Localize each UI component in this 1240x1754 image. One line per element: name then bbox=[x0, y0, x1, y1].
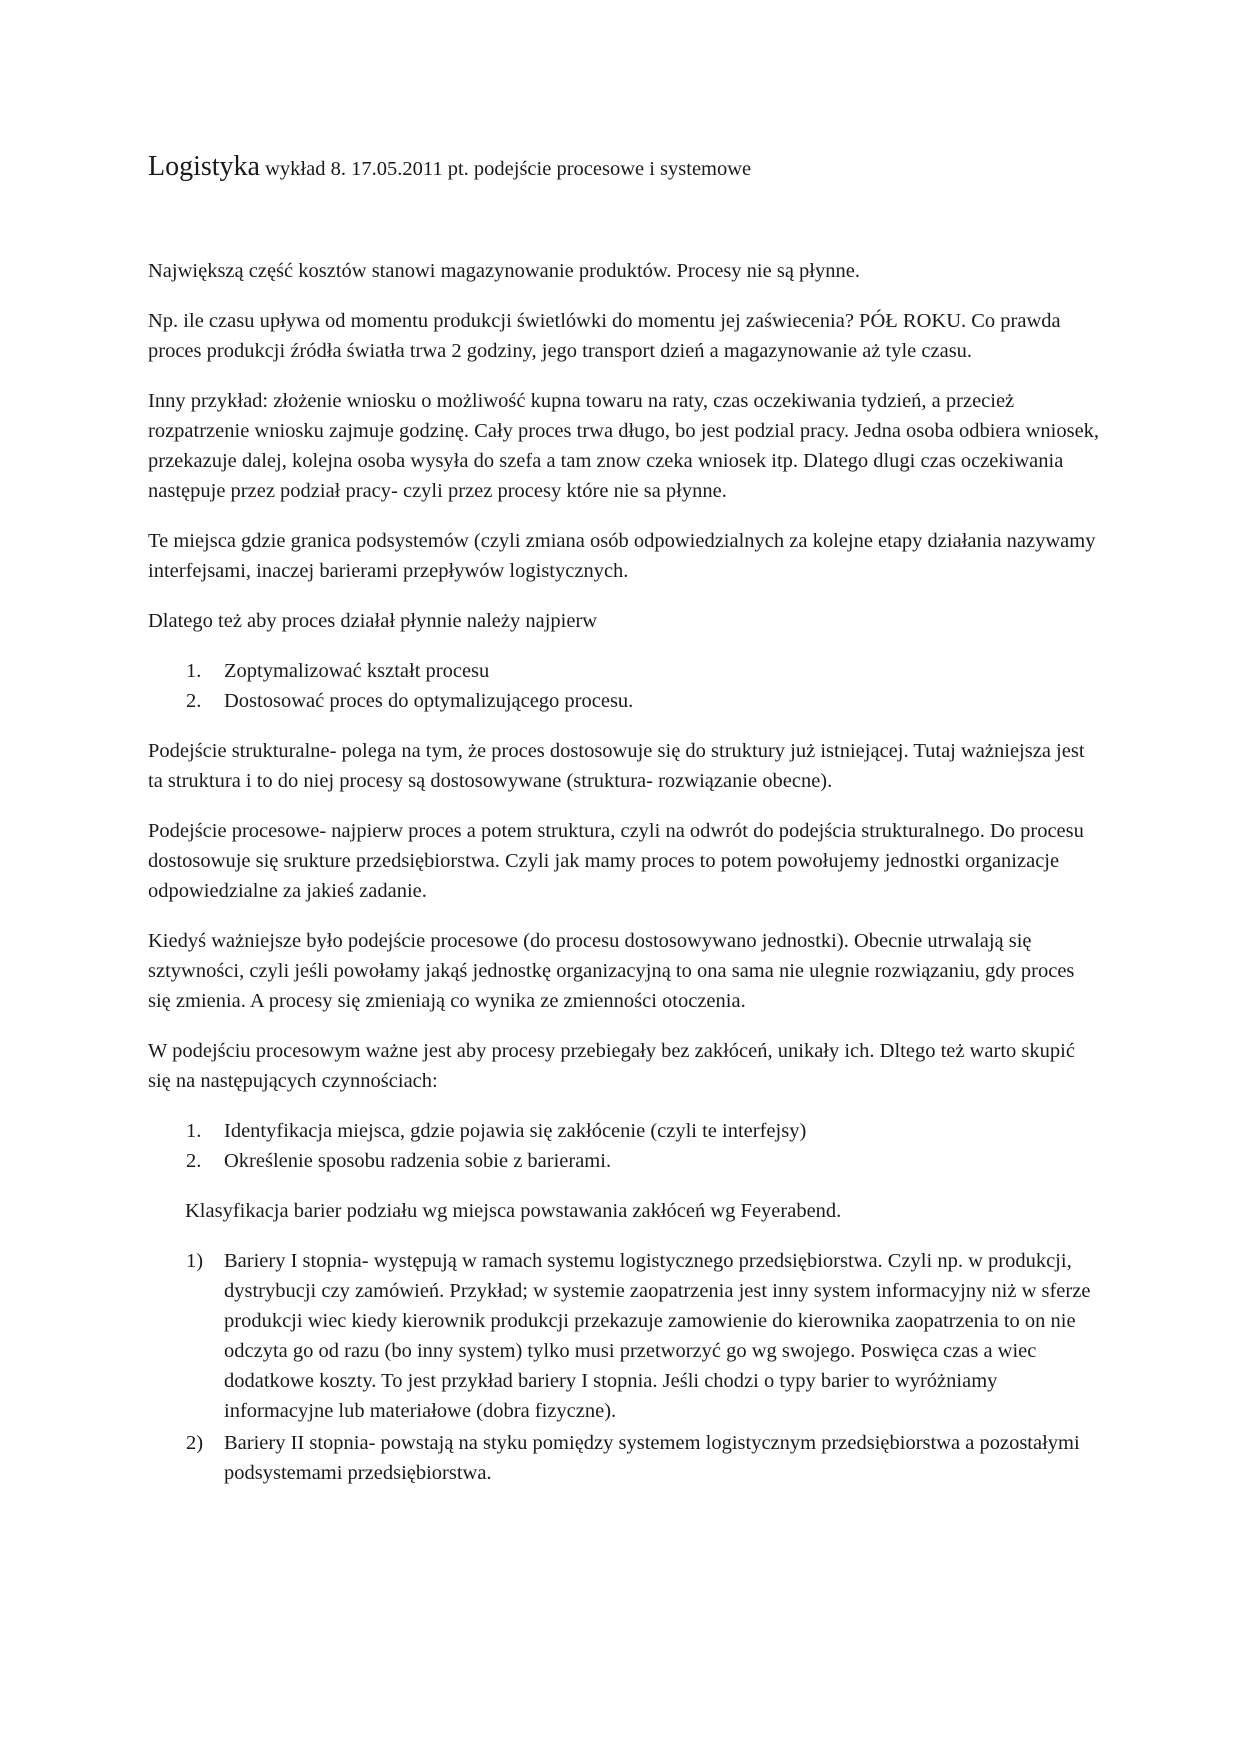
title-subtitle: wykład 8. 17.05.2011 pt. podejście procesowe i systemowe bbox=[265, 158, 752, 180]
paragraph-past-approach: Kiedyś ważniejsze było podejście procesowe (do procesu dostosowywano jednostki). Obecnie utrwalają się sztywności, czyli jeśli powołamy jakąś jednostkę organizacyjną to ona sama nie ulegnie rozwiązaniu, gdy proces się zmienia. A procesy się zmieniają co wynika ze zmienności otoczenia. bbox=[148, 930, 1075, 1012]
paragraph-process-approach: Podejście procesowe- najpierw proces a potem struktura, czyli na odwrót do podejścia strukturalnego. Do procesu dostosowuje się srukture przedsiębiorstwa. Czyli jak mamy proces to potem powołujemy jednostki organizacje odpowiedzialne za jakieś zadanie. bbox=[148, 820, 1084, 902]
list-item-text: Bariery II stopnia- powstają na styku pomiędzy systemem logistycznym przedsiębiorstwa a pozostałymi podsystemami przedsiębiorstwa. bbox=[224, 1432, 1080, 1484]
list-item-text: Określenie sposobu radzenia sobie z barierami. bbox=[224, 1150, 612, 1172]
paragraph-smooth-process: Dlatego też aby proces działał płynnie należy najpierw bbox=[148, 610, 598, 632]
list-item-number: 1) bbox=[186, 1250, 204, 1272]
paragraph-example-installment: Inny przykład: złożenie wniosku o możliwość kupna towaru na raty, czas oczekiwania tydzień, a przecież rozpatrzenie wniosku zajmuje godzinę. Cały proces trwa długo, bo jest podzial pracy. Jedna osoba odbiera wniosek, przekazuje dalej, kolejna osoba wysyła do szefa a tam znow czeka wniosek itp. Dlatego dlugi czas oczekiwania następuje przez podział pracy- czyli przez procesy które nie sa płynne. bbox=[148, 390, 1100, 502]
paragraph-interfaces: Te miejsca gdzie granica podsystemów (czyli zmiana osób odpowiedzialnych za kolejne etapy działania nazywamy interfejsami, inaczej barierami przepływów logistycznych. bbox=[148, 530, 1096, 582]
document-title bbox=[148, 143, 1100, 193]
paragraph-structural-approach: Podejście strukturalne- polega na tym, że proces dostosowuje się do struktury już istniejącej. Tutaj ważniejsza jest ta struktura i to do niej procesy są dostosowywane (struktura- rozwiązanie obecne). bbox=[148, 740, 1085, 792]
paragraph-costs: Największą część kosztów stanowi magazynowanie produktów. Procesy nie są płynne. bbox=[148, 260, 860, 282]
numbered-list-activities bbox=[148, 1116, 1100, 1176]
list-item bbox=[148, 686, 1100, 716]
title-main: Logistyka bbox=[148, 151, 260, 182]
list-item bbox=[148, 1246, 1100, 1426]
paragraph-disruptions: W podejściu procesowym ważne jest aby procesy przebiegały bez zakłóceń, unikały ich. Dltego też warto skupić się na następujących czynnościach: bbox=[148, 1040, 1075, 1092]
paragraph-classification: Klasyfikacja barier podziału wg miejsca powstawania zakłóceń wg Feyerabend. bbox=[185, 1200, 842, 1222]
list-item-number: 2. bbox=[186, 690, 202, 712]
list-item-text: Dostosować proces do optymalizującego procesu. bbox=[224, 690, 634, 712]
list-item-text: Identyfikacja miejsca, gdzie pojawia się zakłócenie (czyli te interfejsy) bbox=[224, 1120, 807, 1142]
list-item-number: 1. bbox=[186, 1120, 202, 1142]
list-item-number: 1. bbox=[186, 660, 202, 682]
paragraph-example-bulb: Np. ile czasu upływa od momentu produkcji świetlówki do momentu jej zaświecenia? PÓŁ ROKU. Co prawda proces produkcji źródła światła trwa 2 godziny, jego transport dzień a magazynowanie aż tyle czasu. bbox=[148, 310, 1061, 362]
numbered-list-optimization bbox=[148, 656, 1100, 716]
list-item-number: 2. bbox=[186, 1150, 202, 1172]
list-item bbox=[148, 1116, 1100, 1146]
list-item-number: 2) bbox=[186, 1432, 204, 1454]
list-item bbox=[148, 656, 1100, 686]
list-item-text: Zoptymalizować kształt procesu bbox=[224, 660, 490, 682]
list-item-text: Bariery I stopnia- występują w ramach systemu logistycznego przedsiębiorstwa. Czyli np. w produkcji, dystrybucji czy zamówień. Przykład; w systemie zaopatrzenia jest inny system informacyjny niż w sferze produkcji wiec kiedy kierownik produkcji przekazuje zamowienie do kierownika zaopatrzenia to on nie odczyta go od razu (bo inny system) tylko musi przetworzyć go wg swojego. Poswięca czas a wiec dodatkowe koszty. To jest przykład bariery I stopnia. Jeśli chodzi o typy barier to wyróżniamy informacyjne lub materiałowe (dobra fizyczne). bbox=[224, 1250, 1091, 1422]
document-content bbox=[148, 143, 1100, 1508]
list-item bbox=[148, 1428, 1100, 1488]
numbered-list-barriers bbox=[148, 1246, 1100, 1488]
list-item bbox=[148, 1146, 1100, 1176]
